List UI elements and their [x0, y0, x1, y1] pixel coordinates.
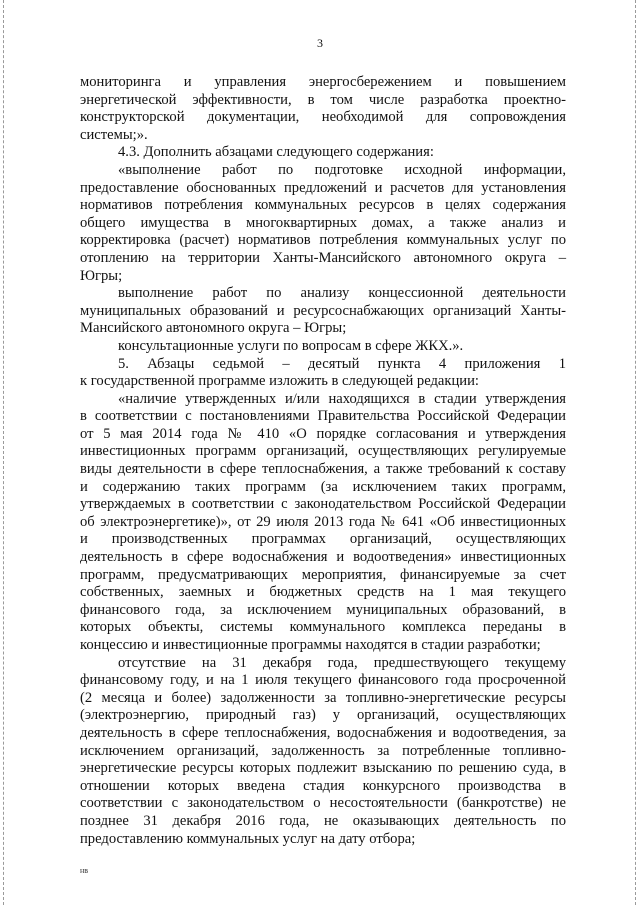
text-line: отсутствие на 31 декабря года, предшествующего текущему	[118, 654, 566, 671]
text-line: 4.3. Дополнить абзацами следующего содержания:	[118, 144, 434, 161]
text-line: предоставление обоснованных предложений и расчетов для установления	[80, 179, 566, 196]
text-line: энергетические ресурсы которых подлежит взысканию по решению суда, в	[80, 760, 566, 777]
text-line: которых объекты, системы коммунального комплекса переданы в	[80, 619, 566, 636]
text-line: корректировка (расчет) нормативов потребления коммунальных услуг по	[80, 232, 566, 249]
text-line: об электроэнергетике)», от 29 июля 2013 года № 641 «Об инвестиционных	[80, 513, 566, 530]
page-edge-left	[3, 0, 5, 905]
footer-initials: нв	[80, 866, 89, 875]
text-line: 5. Абзацы седьмой – десятый пункта 4 приложения 1	[118, 355, 566, 372]
text-line: (электроэнергию, природный газ) у организаций, осуществляющих	[80, 707, 566, 724]
text-line: Мансийского автономного округа – Югры;	[80, 320, 347, 337]
text-line: и содержанию таких программ (за исключением таких программ,	[80, 478, 566, 495]
text-line: утверждаемых в соответствии с законодательством Российской Федерации	[80, 496, 566, 513]
text-line: конструкторской документации, необходимой для сопровождения	[80, 109, 566, 126]
text-line: финансового года, за исключением муниципальных образований, в	[80, 601, 566, 618]
text-line: инвестиционных программ организаций, осуществляющих регулируемые	[80, 443, 566, 460]
text-line: соответствии с законодательством о несостоятельности (банкротстве) не	[80, 795, 566, 812]
text-line: концессию и инвестиционные программы находятся в стадии разработки;	[80, 637, 541, 653]
text-line: деятельность в сфере водоснабжения и водоотведения» инвестиционных	[80, 549, 566, 566]
text-line: муниципальных образований и ресурсоснабжающих организаций Ханты-	[80, 302, 566, 319]
text-line: предоставлению коммунальных услуг на дату отбора;	[80, 830, 416, 847]
text-line: финансовому году, и на 1 июля текущего финансового года просроченной	[80, 672, 566, 689]
document-body	[80, 74, 566, 848]
text-line: системы;».	[80, 126, 148, 143]
text-line: мониторинга и управления энергосбережением и повышением	[80, 74, 566, 90]
text-line: выполнение работ по анализу концессионной деятельности	[118, 285, 566, 302]
text-line: собственных, заемных и бюджетных средств на 1 мая текущего	[80, 584, 566, 601]
text-line: Югры;	[80, 267, 123, 284]
text-line: отношении которых введена стадия конкурсного производства в	[80, 777, 566, 794]
text-line: исключением организаций, задолженность за потребленные топливно-	[80, 742, 566, 759]
text-line: энергетической эффективности, в том числе разработка проектно-	[80, 91, 566, 108]
text-line: «выполнение работ по подготовке исходной информации,	[118, 161, 566, 178]
text-line: консультационные услуги по вопросам в сфере ЖКХ.».	[118, 337, 464, 354]
text-line: нормативов потребления коммунальных ресурсов в целях содержания	[80, 197, 566, 214]
text-line: в соответствии с постановлениями Правительства Российской Федерации	[80, 408, 566, 425]
text-line: деятельность в сфере теплоснабжения, водоснабжения и водоотведения, за	[80, 724, 566, 741]
text-line: позднее 31 декабря 2016 года, не оказывающих деятельность по	[80, 812, 566, 829]
text-line: «наличие утвержденных и/или находящихся в стадии утверждения	[118, 390, 566, 407]
text-line: общего имущества в многоквартирных домах, а также анализ и	[80, 214, 566, 231]
text-line: и производственных программах организаций, осуществляющих	[80, 531, 566, 548]
page-edge-right	[635, 0, 637, 905]
text-line: к государственной программе изложить в следующей редакции:	[80, 373, 479, 390]
text-line: от 5 мая 2014 года № 410 «О порядке согласования и утверждения	[80, 425, 566, 442]
text-line: (2 месяца и более) задолженности за топливно-энергетические ресурсы	[80, 689, 566, 706]
text-line: отоплению на территории Ханты-Мансийского автономного округа –	[80, 249, 566, 266]
page-number: 3	[317, 36, 323, 50]
text-line: программ, предусматривающих мероприятия, финансируемые за счет	[80, 566, 566, 583]
text-line: виды деятельности в сфере теплоснабжения, а также требований к составу	[80, 461, 566, 478]
